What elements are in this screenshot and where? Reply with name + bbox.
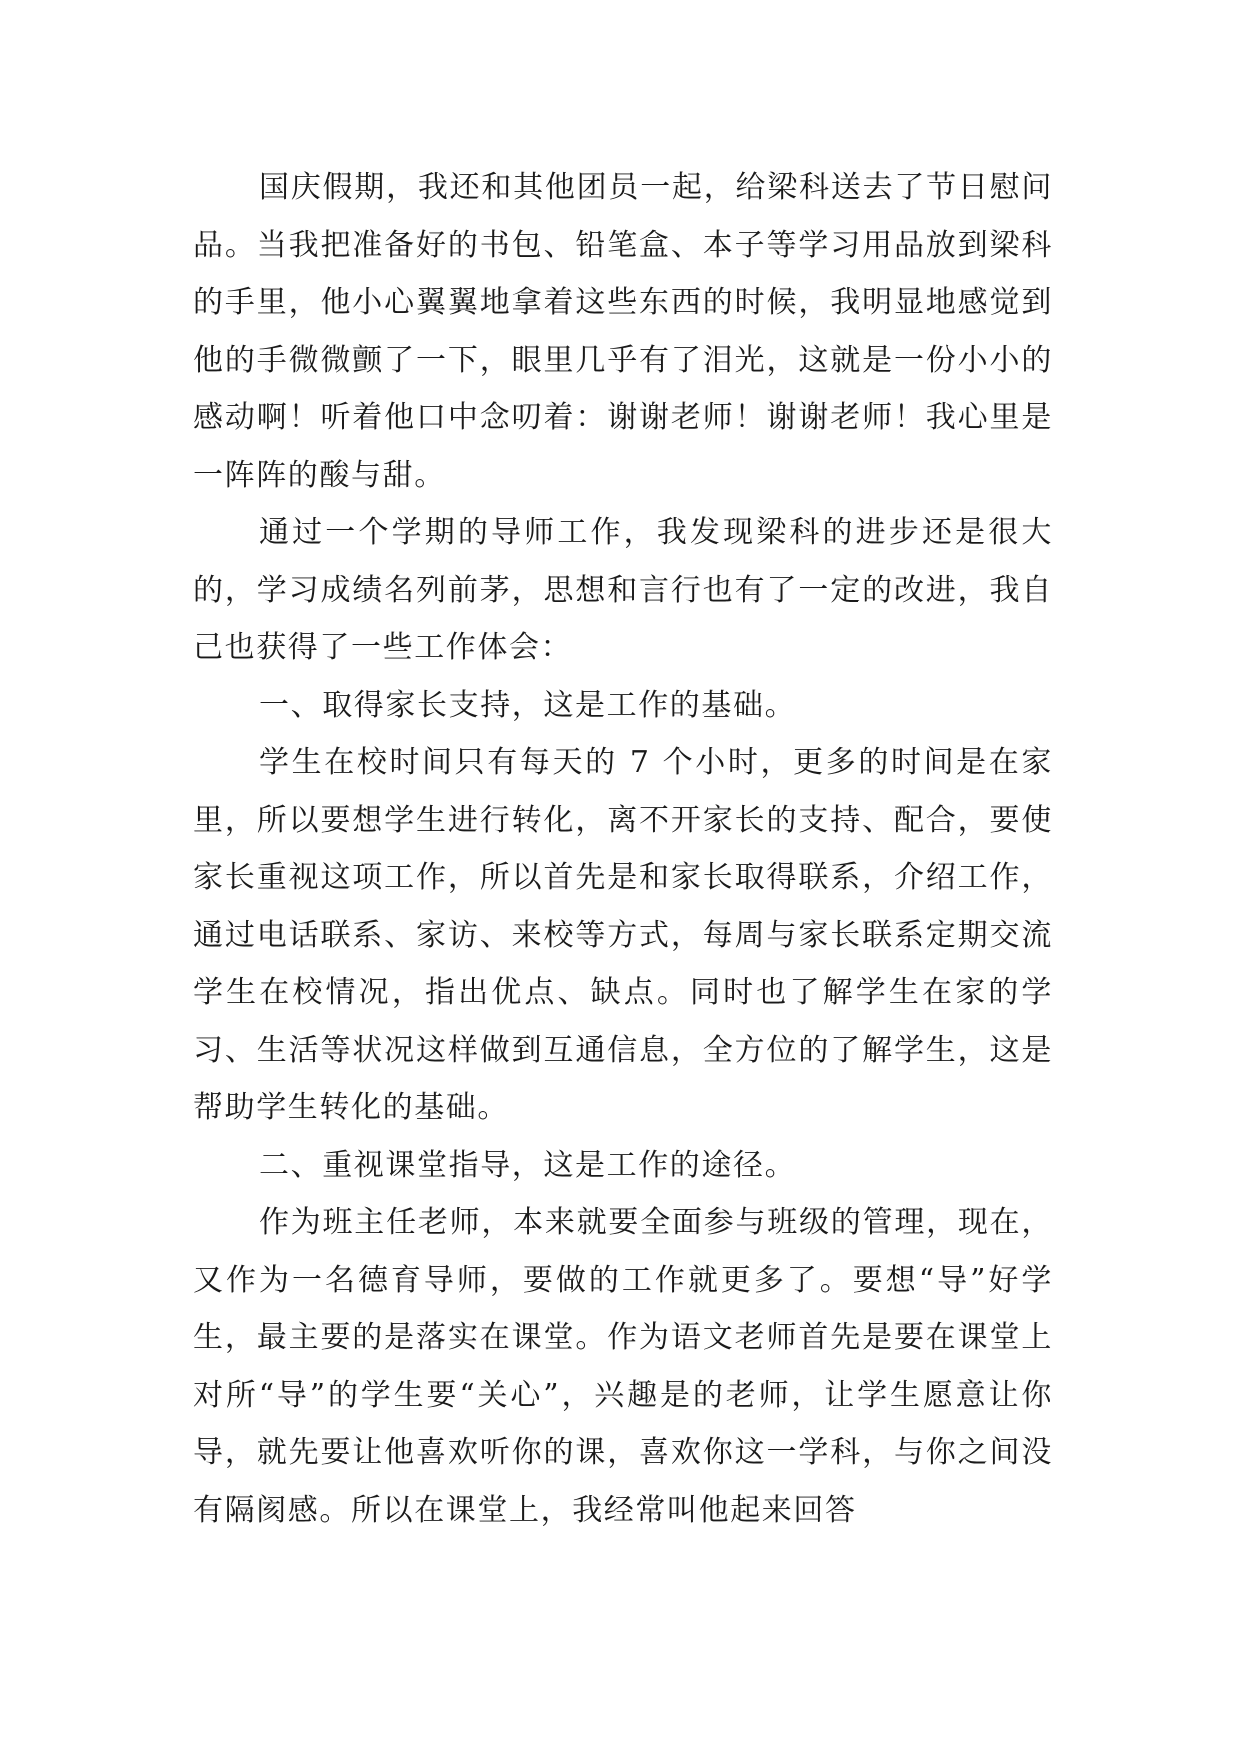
heading-parent-support: 一、取得家长支持，这是工作的基础。 bbox=[259, 687, 797, 723]
paragraph-classroom-guidance: 作为班主任老师，本来就要全面参与班级的管理，现在，又作为一名德育导师，要做的工作就更多了。要想“导”好学生，最主要的是落实在课堂。作为语文老师首先是要在课堂上对所“导”的学生要“关心”，兴趣是的老师，让学生愿意让你导，就先要让他喜欢听你的课，喜欢你这一学科，与你之间没有隔阂感。所以在课堂上，我经常叫他起来回答 bbox=[193, 1205, 1053, 1528]
paragraph-semester-summary: 通过一个学期的导师工作，我发现梁科的进步还是很大的，学习成绩名列前茅，思想和言行也有了一定的改进，我自己也获得了一些工作体会： bbox=[193, 515, 1053, 665]
paragraph-holiday-visit: 国庆假期，我还和其他团员一起，给梁科送去了节日慰问品。当我把准备好的书包、铅笔盒、本子等学习用品放到梁科的手里，他小心翼翼地拿着这些东西的时候，我明显地感觉到他的手微微颤了一下，眼里几乎有了泪光，这就是一份小小的感动啊！听着他口中念叨着：谢谢老师！谢谢老师！我心里是一阵阵的酸与甜。 bbox=[193, 170, 1053, 493]
paragraph-parent-support: 学生在校时间只有每天的 7 个小时，更多的时间是在家里，所以要想学生进行转化，离不开家长的支持、配合，要使家长重视这项工作，所以首先是和家长取得联系，介绍工作，通过电话联系、家访、来校等方式，每周与家长联系定期交流学生在校情况，指出优点、缺点。同时也了解学生在家的学习、生活等状况这样做到互通信息，全方位的了解学生，这是帮助学生转化的基础。 bbox=[193, 745, 1053, 1125]
document-body bbox=[193, 159, 1053, 1539]
heading-classroom-guidance: 二、重视课堂指导，这是工作的途径。 bbox=[259, 1147, 797, 1183]
